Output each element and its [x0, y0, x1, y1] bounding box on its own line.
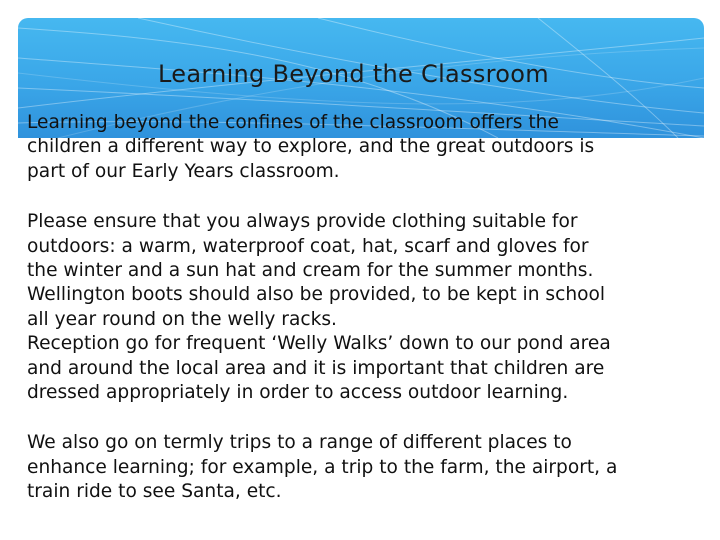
paragraph-trips	[27, 431, 702, 504]
text-line: dressed appropriately in order to access outdoor learning.	[27, 382, 569, 404]
text-line: the winter and a sun hat and cream for the summer months.	[27, 260, 594, 282]
text-line: outdoors: a warm, waterproof coat, hat, scarf and gloves for	[27, 235, 589, 257]
text-line: Please ensure that you always provide clothing suitable for	[27, 211, 578, 233]
paragraph-clothing	[27, 210, 702, 405]
text-line: We also go on termly trips to a range of different places to	[27, 432, 572, 454]
text-line: Wellington boots should also be provided, to be kept in school	[27, 284, 606, 306]
slide-title: Learning Beyond the Classroom	[158, 60, 549, 88]
slide-body	[27, 111, 702, 505]
text-line: all year round on the welly racks.	[27, 308, 337, 330]
paragraph-intro	[27, 111, 702, 184]
text-line: Reception go for frequent ‘Welly Walks’ down to our pond area	[27, 333, 611, 355]
text-line: Learning beyond the confines of the classroom offers the	[27, 112, 559, 133]
text-line: children a different way to explore, and the great outdoors is	[27, 136, 595, 158]
text-line: part of our Early Years classroom.	[27, 160, 340, 182]
text-line: enhance learning; for example, a trip to the farm, the airport, a	[27, 456, 618, 478]
text-line: train ride to see Santa, etc.	[27, 481, 282, 503]
text-line: and around the local area and it is important that children are	[27, 357, 605, 379]
